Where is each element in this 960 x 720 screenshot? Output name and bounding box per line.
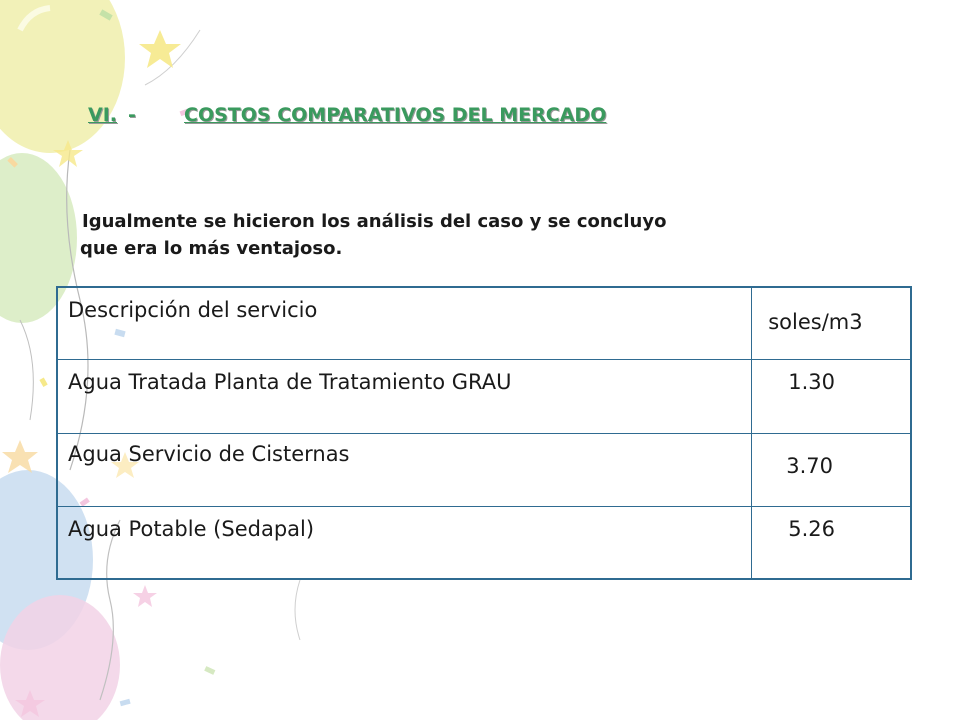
price-cell bbox=[752, 434, 911, 507]
intro-line-1: Igualmente se hicieron los análisis del caso y se concluyo bbox=[82, 211, 667, 232]
cost-comparison-table bbox=[56, 286, 912, 580]
confetti-star bbox=[133, 585, 157, 607]
intro-line-2: que era lo más ventajoso. bbox=[80, 238, 343, 259]
confetti-star bbox=[2, 440, 38, 473]
table-row bbox=[57, 360, 911, 434]
price-cell bbox=[752, 507, 911, 580]
title-dash: - bbox=[128, 104, 136, 126]
yellow-balloon bbox=[0, 0, 125, 153]
service-name: Agua Tratada Planta de Tratamiento GRAU bbox=[68, 370, 512, 394]
service-price: 3.70 bbox=[786, 454, 833, 478]
header-description: Descripción del servicio bbox=[68, 298, 318, 322]
table-row bbox=[57, 507, 911, 580]
confetti-piece bbox=[120, 699, 131, 706]
service-price: 1.30 bbox=[788, 370, 835, 394]
service-price: 5.26 bbox=[788, 517, 835, 541]
service-cell bbox=[57, 434, 752, 507]
service-name: Agua Servicio de Cisternas bbox=[68, 442, 350, 466]
service-cell bbox=[57, 507, 752, 580]
confetti-piece bbox=[204, 666, 215, 675]
header-unit: soles/m3 bbox=[768, 310, 863, 334]
header-description-cell bbox=[57, 287, 752, 360]
header-unit-cell bbox=[752, 287, 911, 360]
intro-paragraph bbox=[80, 208, 880, 262]
table-row bbox=[57, 434, 911, 507]
table-header-row bbox=[57, 287, 911, 360]
service-cell bbox=[57, 360, 752, 434]
balloon-string bbox=[295, 580, 300, 640]
confetti-piece bbox=[39, 378, 47, 387]
balloon-string bbox=[20, 320, 33, 420]
price-cell bbox=[752, 360, 911, 434]
service-name: Agua Potable (Sedapal) bbox=[68, 517, 315, 541]
title-number: VI. bbox=[88, 104, 117, 126]
title-text: COSTOS COMPARATIVOS DEL MERCADO bbox=[184, 104, 607, 126]
